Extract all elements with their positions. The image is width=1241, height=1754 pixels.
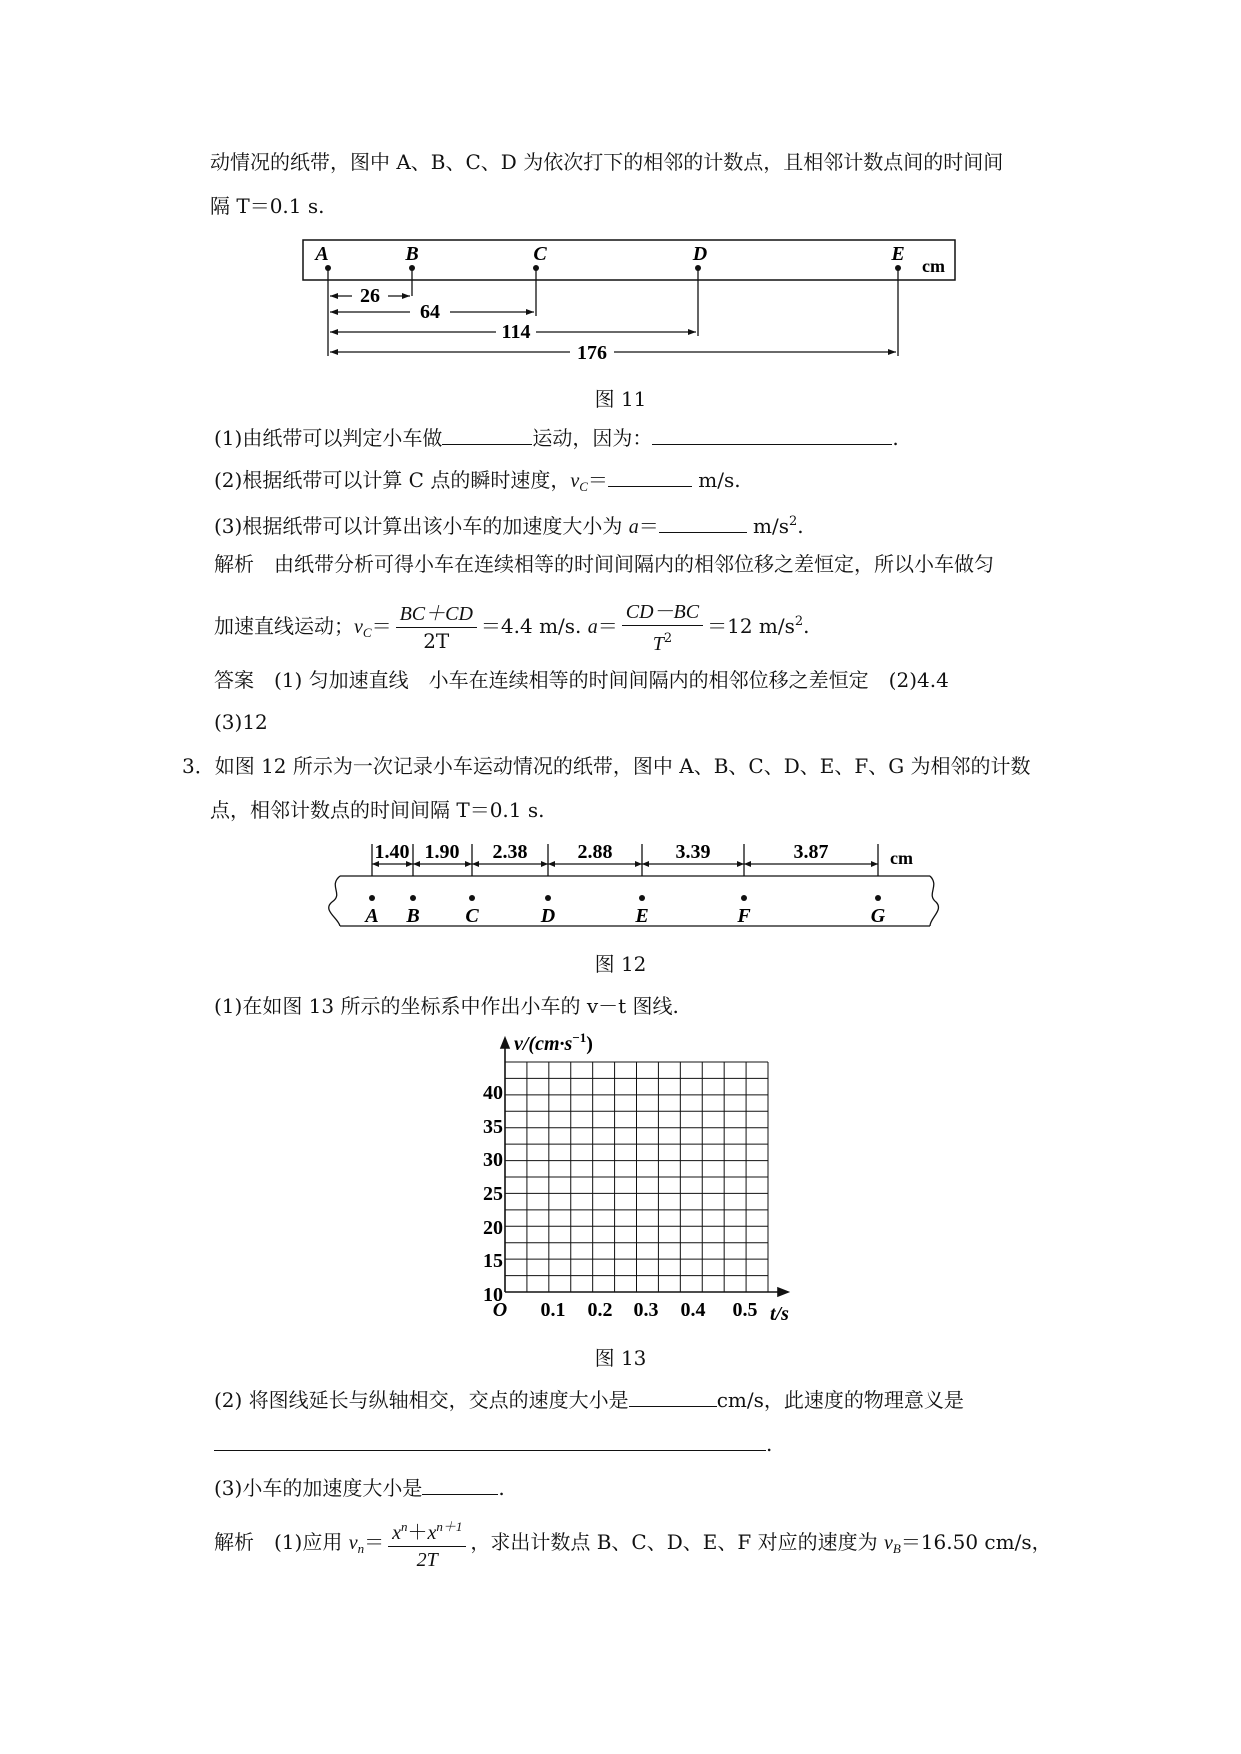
fig13-xtick-0.3: 0.3 (633, 1299, 659, 1321)
q3-frac-den: 2T (416, 1549, 438, 1571)
paragraph-line-2: 隔 T＝0.1 s. (210, 194, 325, 218)
figure-11-caption: 图 11 (594, 387, 647, 411)
q2-jiexi-vsub: C (362, 625, 372, 640)
q2-jiexi-a: a (587, 616, 598, 638)
q2-item-1 (214, 424, 899, 452)
fig12-label-a: A (365, 905, 379, 927)
fig12-seg-6: 3.87 (793, 841, 829, 863)
fig11-label-e: E (891, 243, 905, 265)
q2-item-3-end: . (797, 514, 804, 538)
fig11-label-c: C (533, 243, 547, 265)
fig13-xtick-0.5: 0.5 (732, 1299, 758, 1321)
fig11-unit: cm (922, 256, 945, 276)
q2-item-3-unit: m/s (753, 514, 790, 538)
q3-jiexi-vb: v (883, 1532, 893, 1554)
q2-answer-line-1: 答案 (1) 匀加速直线 小车在连续相等的时间间隔内的相邻位移之差恒定 (2)4.4 (214, 668, 949, 692)
figure-12-caption: 图 12 (594, 952, 647, 976)
fig11-dist-176: 176 (577, 342, 607, 364)
q2-item-2-unit: m/s. (698, 468, 741, 492)
q3-jiexi-line-1 (214, 1510, 1052, 1581)
q2-item-1-end: . (892, 426, 899, 450)
q2-item-3-a: a (628, 516, 639, 538)
q2-jiexi-eq2: ＝ (597, 614, 618, 638)
q3-jiexi-text-b: ，求出计数点 B、C、D、E、F 对应的速度为 (470, 1530, 884, 1554)
q2-frac1-num: BC＋CD (396, 601, 477, 628)
fig13-ytick-25: 25 (483, 1183, 503, 1205)
fig11-dist-114: 114 (501, 321, 531, 343)
q2-jiexi-r2sup: 2 (794, 614, 804, 629)
q3-jiexi-v: v (348, 1532, 358, 1554)
fig13-origin: O (492, 1299, 508, 1321)
fig12-seg-4: 2.88 (577, 841, 613, 863)
q3-frac-x1: x (392, 1522, 401, 1544)
q2-item-1-text-b: 运动，因为： (532, 426, 653, 450)
q3-frac-x2: x (427, 1522, 437, 1544)
q3-jiexi-text-c: ＝16.50 cm/s， (900, 1530, 1052, 1554)
fig13-xtick-0.1: 0.1 (540, 1299, 566, 1321)
q3-frac-num (388, 1514, 466, 1547)
q3-item-2-text-b: cm/s，此速度的物理意义是 (716, 1388, 964, 1412)
q3-blank-2[interactable] (214, 1430, 766, 1451)
q2-blank-2[interactable] (652, 424, 892, 445)
figure-11-tape (0, 0, 1241, 380)
fig13-ylabel (514, 1030, 593, 1055)
figure-13-grid-chart (0, 1030, 1241, 1330)
q2-frac2-den: T (652, 632, 664, 655)
q2-jiexi-v: v (354, 616, 363, 638)
q3-blank-3[interactable] (422, 1474, 498, 1495)
q2-jiexi-eq: ＝ (371, 614, 392, 638)
q3-fraction (388, 1514, 466, 1573)
fig11-label-d: D (692, 243, 708, 265)
q2-item-1-text-a: (1)由纸带可以判定小车做 (214, 426, 443, 450)
fig13-ytick-20: 20 (483, 1217, 503, 1239)
fig11-dist-64: 64 (420, 301, 440, 323)
q3-line-2: 点，相邻计数点的时间间隔 T＝0.1 s. (210, 798, 545, 822)
fig13-ytick-15: 15 (483, 1250, 503, 1272)
q2-frac2-sup: 2 (663, 630, 673, 646)
q3-item-2-end: . (766, 1432, 773, 1456)
q3-item-3-text: (3)小车的加速度大小是 (214, 1476, 423, 1500)
fig12-seg-2: 1.90 (424, 841, 460, 863)
fig13-ylabel-text: v/(cm·s (514, 1033, 573, 1055)
q3-item-3-end: . (498, 1476, 505, 1500)
fig13-ytick-35: 35 (483, 1116, 503, 1138)
q2-item-2-text: (2)根据纸带可以计算 C 点的瞬时速度， (214, 468, 571, 492)
q3-item-2-cont (214, 1430, 772, 1458)
q3-item-1: (1)在如图 13 所示的坐标系中作出小车的 v－t 图线. (214, 994, 679, 1018)
q3-item-2 (214, 1386, 964, 1414)
q2-item-2-v: v (570, 470, 580, 492)
q3-jiexi-text-a: 解析 (1)应用 (214, 1530, 349, 1554)
fig12-label-d: D (540, 905, 556, 927)
q2-item-3-eq: ＝ (638, 514, 659, 538)
q2-frac2-den-wrap (622, 626, 703, 657)
fig13-xtick-0.4: 0.4 (680, 1299, 706, 1321)
q3-line-1: 3．如图 12 所示为一次记录小车运动情况的纸带，图中 A、B、C、D、E、F、G 为相邻的计数 (182, 754, 1031, 778)
q2-item-3-sup: 2 (789, 514, 798, 529)
fig12-unit: cm (890, 848, 913, 868)
q2-jiexi-r2: ＝12 m/s (707, 614, 795, 638)
fig12-label-f: F (737, 905, 751, 927)
fig12-label-b: B (406, 905, 420, 927)
q2-frac1-den: 2T (423, 629, 450, 653)
fig11-label-a: A (315, 243, 329, 265)
fig13-ylabel-end: ) (586, 1033, 593, 1055)
fig13-xtick-0.2: 0.2 (587, 1299, 613, 1321)
fig12-label-c: C (465, 905, 479, 927)
q2-blank-4[interactable] (659, 512, 747, 533)
q3-blank-1[interactable] (629, 1386, 717, 1407)
fig12-label-e: E (635, 905, 649, 927)
fig12-label-g: G (870, 905, 886, 927)
fig12-seg-3: 2.38 (492, 841, 528, 863)
q2-fraction-2 (622, 599, 703, 657)
q2-answer-line-2: (3)12 (214, 710, 268, 734)
figure-12-tape (0, 836, 1241, 956)
q2-jiexi-text: 加速直线运动； (214, 614, 354, 638)
paragraph-line-1: 动情况的纸带，图中 A、B、C、D 为依次打下的相邻的计数点，且相邻计数点间的时间间 (210, 150, 1004, 174)
q3-item-3 (214, 1474, 505, 1502)
fig13-ytick-30: 30 (483, 1149, 503, 1171)
q3-jiexi-eq: ＝ (364, 1530, 385, 1554)
q2-jiexi-r2end: . (803, 614, 810, 638)
q2-item-2-eq: ＝ (587, 468, 608, 492)
q3-jiexi-vsub: n (357, 1541, 365, 1556)
figure-13-caption: 图 13 (594, 1346, 647, 1370)
q2-item-2 (214, 466, 741, 501)
q2-fraction-1 (396, 601, 477, 654)
q3-frac-s1: n (400, 1519, 408, 1534)
q3-frac-s2: n＋1 (436, 1519, 463, 1534)
grid-lines (505, 1062, 768, 1292)
q2-blank-3[interactable] (608, 466, 692, 487)
fig13-ytick-40: 40 (483, 1082, 503, 1104)
q2-item-2-vsub: C (579, 479, 588, 494)
q3-jiexi-vbsub: B (892, 1541, 901, 1556)
fig11-label-b: B (405, 243, 419, 265)
q2-jiexi-line-1: 解析 由纸带分析可得小车在连续相等的时间间隔内的相邻位移之差恒定，所以小车做匀 (214, 552, 994, 576)
fig13-xlabel: t/s (770, 1303, 789, 1325)
fig12-seg-5: 3.39 (675, 841, 711, 863)
q3-frac-plus: ＋ (407, 1520, 428, 1544)
q3-item-2-text-a: (2) 将图线延长与纵轴相交，交点的速度大小是 (214, 1388, 629, 1412)
q2-item-3-text: (3)根据纸带可以计算出该小车的加速度大小为 (214, 514, 629, 538)
q2-jiexi-line-2 (214, 592, 810, 663)
fig11-dist-26: 26 (360, 285, 380, 307)
q2-blank-1[interactable] (442, 424, 532, 445)
q2-jiexi-r1: ＝4.4 m/s. (480, 614, 582, 638)
fig13-ytick-10: 10 (483, 1284, 503, 1306)
q2-frac2-num: CD－BC (622, 599, 703, 626)
fig13-ylabel-sup: −1 (572, 1030, 587, 1045)
fig12-seg-1: 1.40 (374, 841, 410, 863)
q2-item-3 (214, 508, 804, 541)
